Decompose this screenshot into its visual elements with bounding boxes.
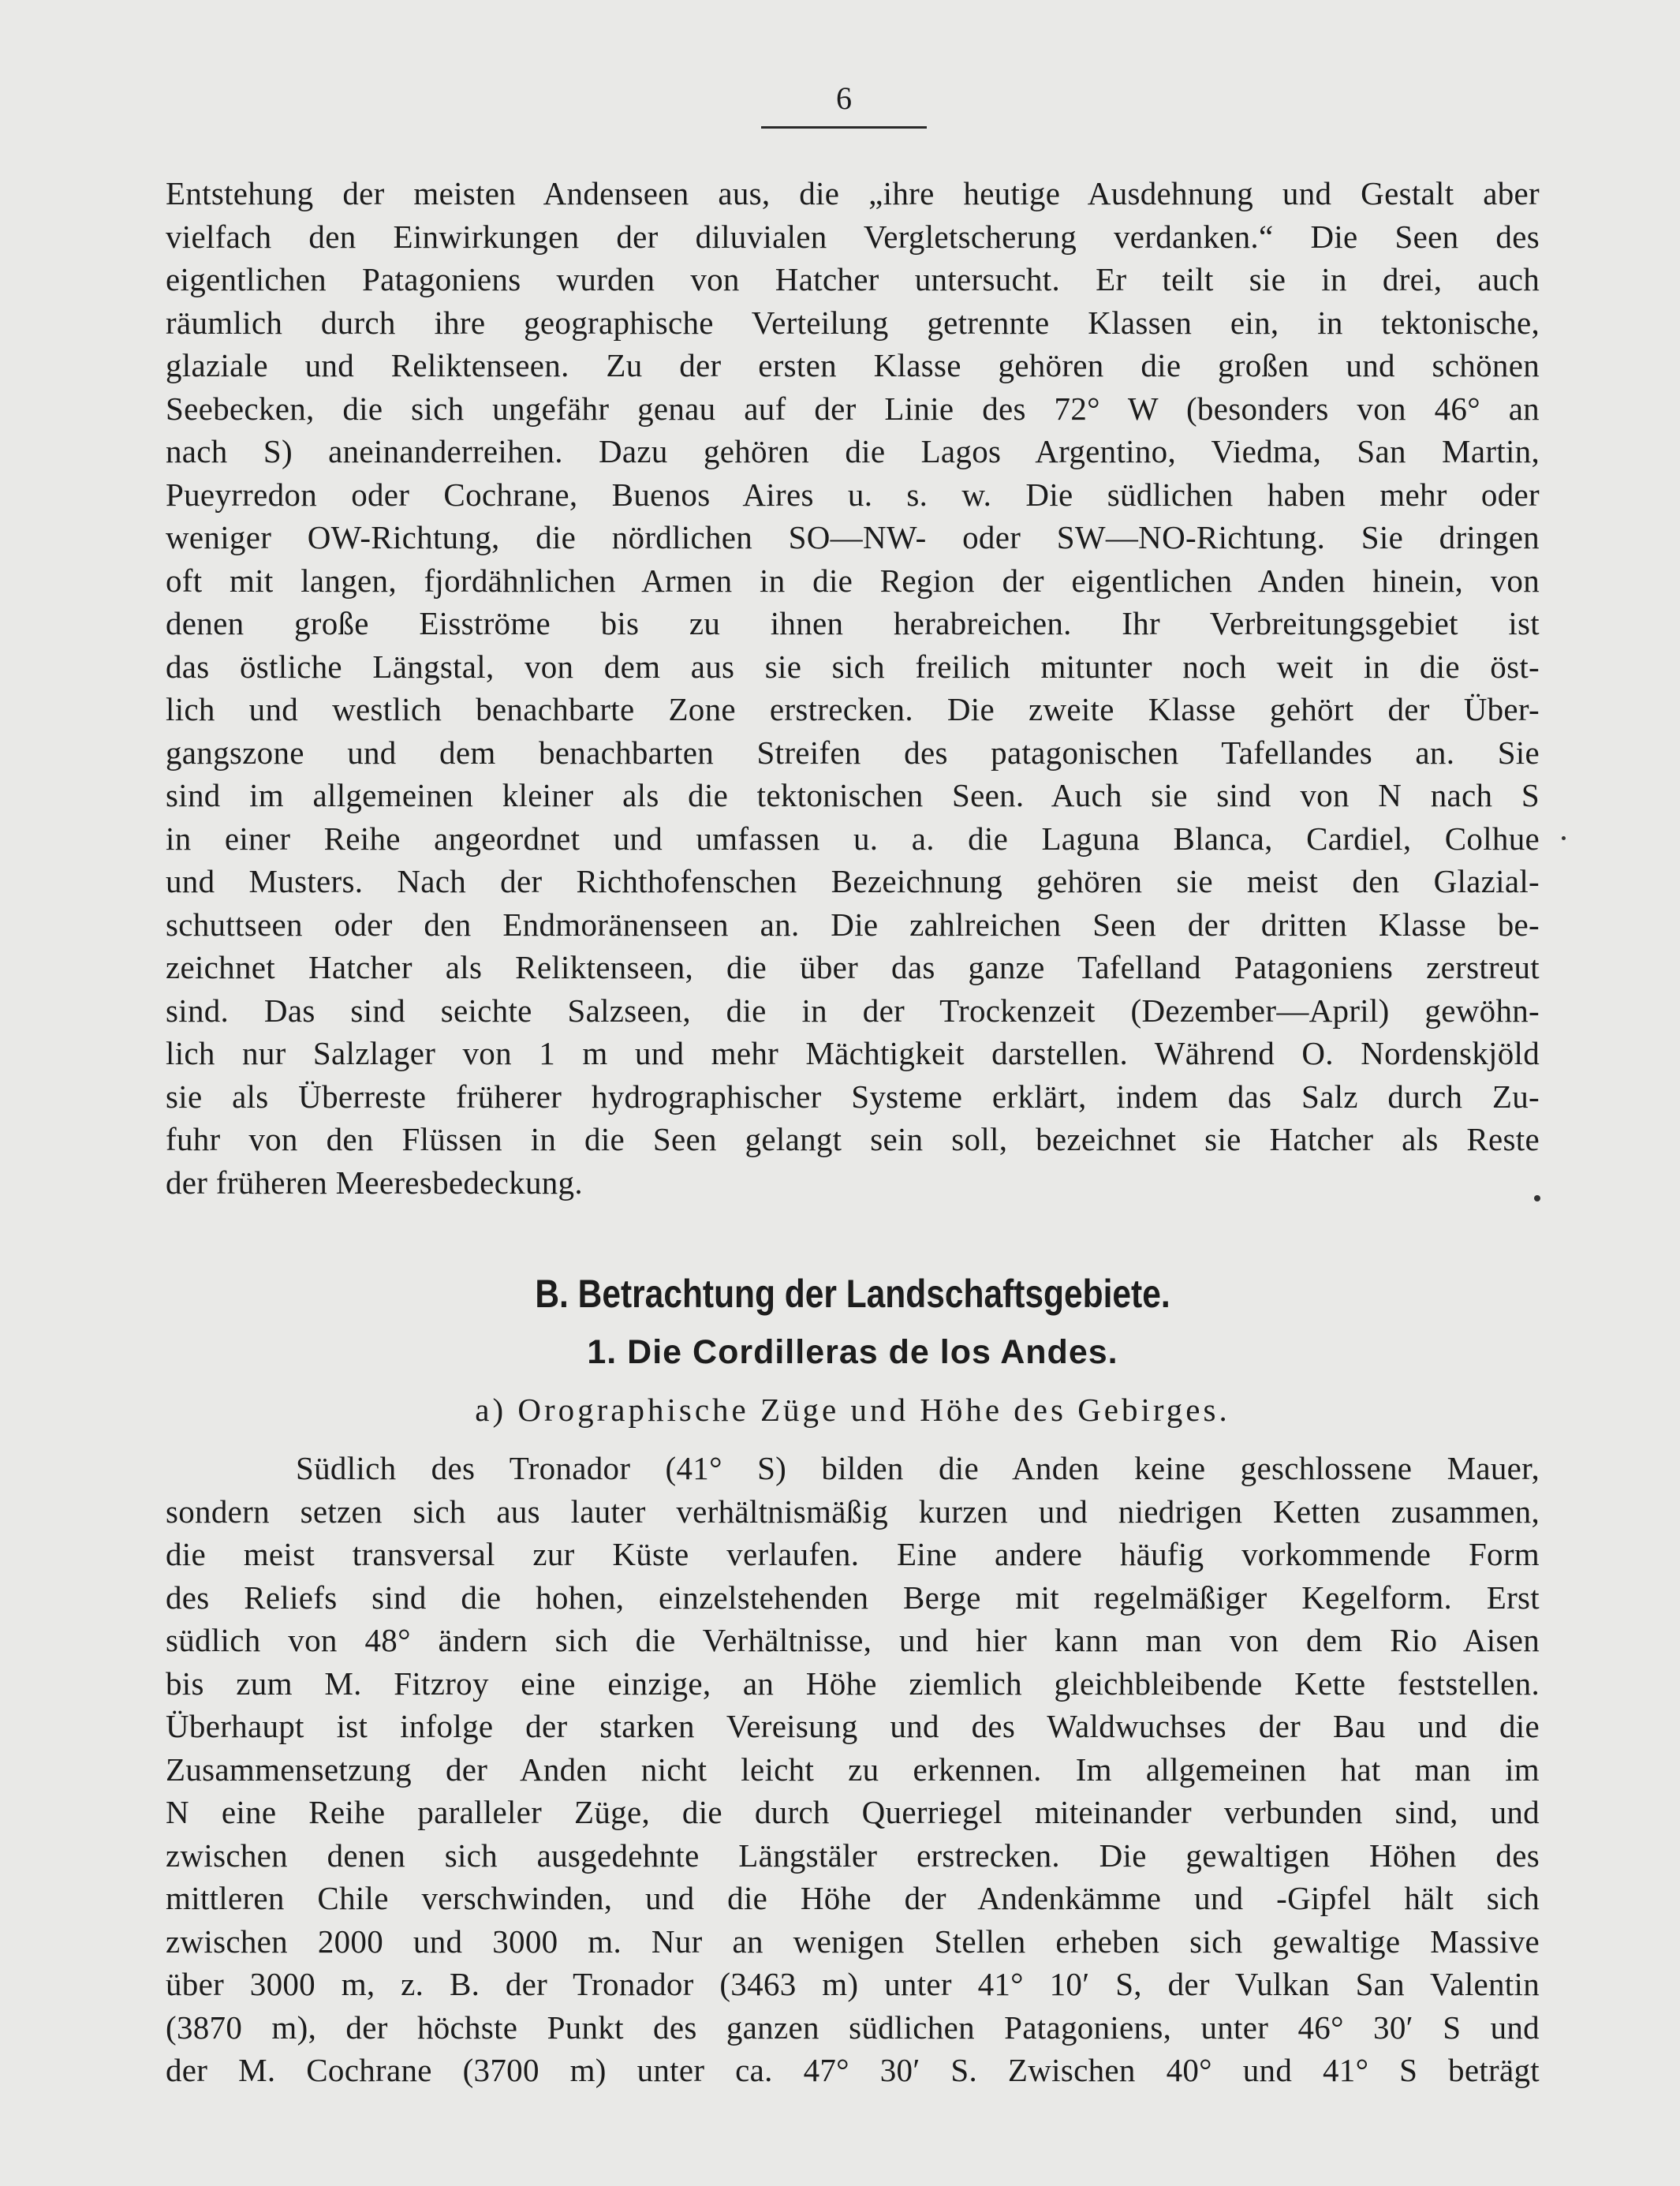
text-line: N eine Reihe paralleler Züge, die durch Querriegel miteinander verbunden sind, und [166, 1794, 1540, 1830]
text-line: bis zum M. Fitzroy eine einzige, an Höhe ziemlich gleichbleibende Kette feststellen. [166, 1665, 1540, 1702]
text-line: gangszone und dem benachbarten Streifen des patagonischen Tafellandes an. Sie [166, 734, 1540, 771]
text-line: lich nur Salzlager von 1 m und mehr Mächtigkeit darstellen. Während O. Nordenskjöld [166, 1035, 1540, 1071]
text-line: schuttseen oder den Endmoränenseen an. Die zahlreichen Seen der dritten Klasse be- [166, 906, 1540, 943]
text-line: sind. Das sind seichte Salzseen, die in der Trockenzeit (Dezember—April) gewöhn- [166, 992, 1540, 1029]
paper-speck [1562, 836, 1566, 840]
text-line: die meist transversal zur Küste verlaufen. Eine andere häufig vorkommende Form [166, 1536, 1540, 1572]
text-line: und Musters. Nach der Richthofenschen Bezeichnung gehören sie meist den Glazial- [166, 863, 1540, 899]
text-line: über 3000 m, z. B. der Tronador (3463 m) unter 41° 10′ S, der Vulkan San Valentin [166, 1966, 1540, 2002]
text-line: das östliche Längstal, von dem aus sie sich freilich mitunter noch weit in die öst- [166, 648, 1540, 685]
page-number-rule [761, 126, 927, 129]
text-line: eigentlichen Patagoniens wurden von Hatcher untersucht. Er teilt sie in drei, auch [166, 261, 1540, 297]
subsection-heading: a) Orographische Züge und Höhe des Gebirges. [475, 1392, 1230, 1428]
text-line: denen große Eisströme bis zu ihnen herabreichen. Ihr Verbreitungsgebiet ist [166, 605, 1540, 641]
text-line: zwischen 2000 und 3000 m. Nur an wenigen Stellen erheben sich gewaltige Massive [166, 1923, 1540, 1960]
text-line: Überhaupt ist infolge der starken Vereisung und des Waldwuchses der Bau und die [166, 1708, 1540, 1744]
paragraph-cordilleras [166, 1447, 1540, 2092]
text-line: räumlich durch ihre geographische Verteilung getrennte Klassen ein, in tektonische, [166, 304, 1540, 341]
text-line: Pueyrredon oder Cochrane, Buenos Aires u. s. w. Die südlichen haben mehr oder [166, 476, 1540, 513]
text-line: Entstehung der meisten Andenseen aus, die „ihre heutige Ausdehnung und Gestalt aber [166, 175, 1540, 211]
text-line: glaziale und Reliktenseen. Zu der ersten Klasse gehören die großen und schönen [166, 347, 1540, 383]
chapter-heading: 1. Die Cordilleras de los Andes. [587, 1333, 1118, 1371]
text-line: zwischen denen sich ausgedehnte Längstäler erstrecken. Die gewaltigen Höhen des [166, 1837, 1540, 1874]
text-line: südlich von 48° ändern sich die Verhältnisse, und hier kann man von dem Rio Aisen [166, 1622, 1540, 1658]
section-heading: B. Betrachtung der Landschaftsgebiete. [535, 1272, 1170, 1316]
text-line: in einer Reihe angeordnet und umfassen u. a. die Laguna Blanca, Cardiel, Colhue [166, 820, 1540, 857]
text-line: weniger OW-Richtung, die nördlichen SO—NW- oder SW—NO-Richtung. Sie dringen [166, 519, 1540, 555]
text-line: sind im allgemeinen kleiner als die tektonischen Seen. Auch sie sind von N nach S [166, 777, 1540, 813]
text-line: Seebecken, die sich ungefähr genau auf der Linie des 72° W (besonders von 46° an [166, 390, 1540, 427]
text-line: sie als Überreste früherer hydrographischer Systeme erklärt, indem das Salz durch Zu- [166, 1078, 1540, 1115]
paper-speck [1534, 1195, 1540, 1201]
text-line: der M. Cochrane (3700 m) unter ca. 47° 30′ S. Zwischen 40° und 41° S beträgt [166, 2052, 1540, 2088]
text-line: mittleren Chile verschwinden, und die Höhe der Andenkämme und -Gipfel hält sich [166, 1880, 1540, 1916]
text-line: (3870 m), der höchste Punkt des ganzen südlichen Patagoniens, unter 46° 30′ S und [166, 2009, 1540, 2046]
text-line: vielfach den Einwirkungen der diluvialen Vergletscherung verdanken.“ Die Seen des [166, 218, 1540, 255]
text-line: des Reliefs sind die hohen, einzelstehenden Berge mit regelmäßiger Kegelform. Erst [166, 1579, 1540, 1616]
text-line: Zusammensetzung der Anden nicht leicht zu erkennen. Im allgemeinen hat man im [166, 1751, 1540, 1788]
page-number: 6 [836, 80, 852, 116]
text-line: zeichnet Hatcher als Reliktenseen, die über das ganze Tafelland Patagoniens zerstreut [166, 949, 1540, 985]
text-line: fuhr von den Flüssen in die Seen gelangt sein soll, bezeichnet sie Hatcher als Reste [166, 1121, 1540, 1157]
text-line: lich und westlich benachbarte Zone erstrecken. Die zweite Klasse gehört der Über- [166, 691, 1540, 727]
text-line: der früheren Meeresbedeckung. [166, 1164, 583, 1201]
paragraph-lakes [166, 172, 1540, 1204]
text-line: oft mit langen, fjordähnlichen Armen in die Region der eigentlichen Anden hinein, von [166, 562, 1540, 599]
text-line: Südlich des Tronador (41° S) bilden die Anden keine geschlossene Mauer, [296, 1450, 1540, 1486]
text-line: sondern setzen sich aus lauter verhältnismäßig kurzen und niedrigen Ketten zusammen, [166, 1493, 1540, 1530]
text-line: nach S) aneinanderreihen. Dazu gehören die Lagos Argentino, Viedma, San Martin, [166, 433, 1540, 469]
